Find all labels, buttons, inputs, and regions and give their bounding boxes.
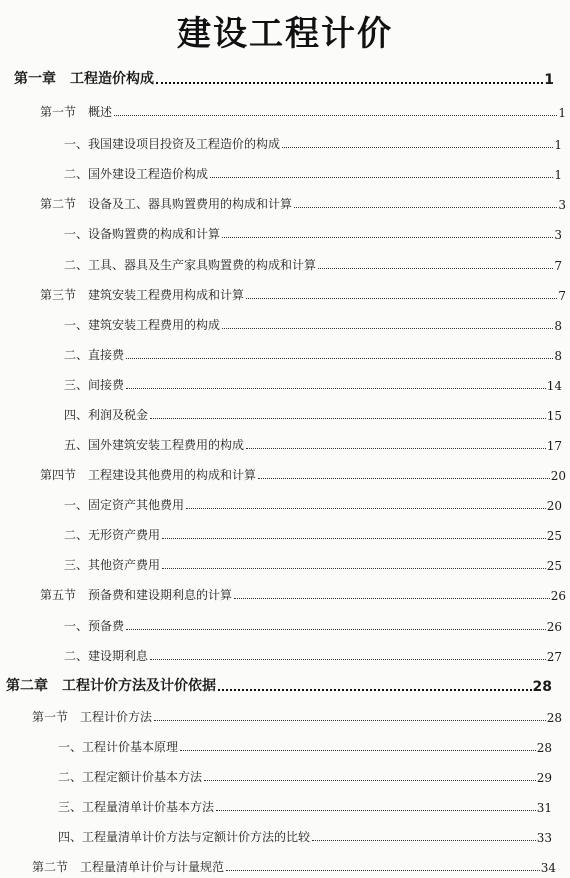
toc-entry-section[interactable] — [40, 283, 566, 303]
toc-label: 第二节 设备及工、器具购置费用的构成和计算 — [40, 197, 293, 211]
toc-page: 20 — [546, 499, 562, 513]
toc-label: 第二节 工程量清单计价与计量规范 — [32, 860, 225, 874]
leader-dots — [162, 567, 546, 569]
leader-dots — [312, 839, 536, 841]
toc-page: 3 — [554, 228, 562, 242]
toc-page: 28 — [546, 711, 562, 725]
toc-page: 1 — [554, 138, 562, 152]
toc-label: 二、无形资产费用 — [64, 528, 161, 542]
leader-dots — [282, 146, 553, 148]
toc-entry-item[interactable] — [64, 132, 562, 152]
toc-entry-item[interactable] — [64, 373, 562, 393]
leader-dots — [156, 81, 543, 84]
leader-dots — [126, 628, 546, 630]
leader-dots — [154, 719, 546, 721]
toc-label: 四、利润及税金 — [64, 408, 149, 422]
toc-entry-item[interactable] — [64, 253, 562, 273]
toc-page: 14 — [546, 379, 562, 393]
toc-page: 1 — [558, 106, 566, 120]
toc-label: 第三节 建筑安装工程费用构成和计算 — [40, 288, 245, 302]
toc-page: 20 — [550, 469, 566, 483]
toc-entry-item[interactable] — [64, 523, 562, 543]
toc-page: 17 — [546, 439, 562, 453]
leader-dots — [210, 176, 553, 178]
toc-label: 三、间接费 — [64, 378, 125, 392]
toc-label: 第一章 工程造价构成 — [14, 71, 154, 87]
toc-page: 27 — [546, 650, 562, 664]
toc-label: 二、工具、器具及生产家具购置费的构成和计算 — [64, 258, 317, 272]
toc-entry-item[interactable] — [64, 403, 562, 423]
leader-dots — [216, 809, 536, 811]
leader-dots — [246, 297, 557, 299]
toc-label: 一、预备费 — [64, 619, 125, 633]
leader-dots — [318, 267, 553, 269]
toc-page: 1 — [544, 72, 554, 88]
toc-entry-item[interactable] — [58, 735, 552, 755]
toc-page: 33 — [536, 831, 552, 845]
toc-label: 一、建筑安装工程费用的构成 — [64, 318, 221, 332]
toc-entry-section[interactable] — [40, 100, 566, 120]
toc-entry-item[interactable] — [64, 553, 562, 573]
toc-page: 7 — [558, 289, 566, 303]
leader-dots — [186, 507, 546, 509]
toc-entry-item[interactable] — [64, 644, 562, 664]
toc-entry-section[interactable] — [32, 705, 562, 725]
toc-label: 二、国外建设工程造价构成 — [64, 167, 209, 181]
toc-label: 二、工程定额计价基本方法 — [58, 770, 203, 784]
toc-label: 二、直接费 — [64, 348, 125, 362]
toc-entry-item[interactable] — [58, 795, 552, 815]
leader-dots — [114, 114, 557, 116]
toc-page: 34 — [540, 861, 556, 875]
toc-label: 一、设备购置费的构成和计算 — [64, 227, 221, 241]
toc-entry-section[interactable] — [40, 583, 566, 603]
leader-dots — [126, 387, 546, 389]
toc-page: 3 — [558, 198, 566, 212]
toc-page: 31 — [536, 801, 552, 815]
toc-label: 二、建设期利息 — [64, 649, 149, 663]
toc-page: 1 — [554, 168, 562, 182]
toc-page: 8 — [554, 319, 562, 333]
leader-dots — [226, 869, 540, 871]
leader-dots — [204, 779, 536, 781]
toc-entry-section[interactable] — [40, 463, 566, 483]
toc-page: 7 — [554, 259, 562, 273]
toc-label: 第五节 预备费和建设期利息的计算 — [40, 588, 233, 602]
toc-entry-item[interactable] — [64, 313, 562, 333]
toc-label: 五、国外建筑安装工程费用的构成 — [64, 438, 245, 452]
toc-page: 15 — [546, 409, 562, 423]
toc-page: 25 — [546, 529, 562, 543]
toc-page: 26 — [546, 620, 562, 634]
toc-label: 三、其他资产费用 — [64, 558, 161, 572]
leader-dots — [234, 597, 550, 599]
toc-entry-item[interactable] — [64, 433, 562, 453]
toc-entry-item[interactable] — [58, 765, 552, 785]
toc-page: 8 — [554, 349, 562, 363]
toc-entry-item[interactable] — [64, 614, 562, 634]
leader-dots — [126, 357, 553, 359]
toc-page: 28 — [536, 741, 552, 755]
toc-label: 一、我国建设项目投资及工程造价的构成 — [64, 137, 281, 151]
toc-entry-section[interactable] — [40, 192, 566, 212]
toc-label: 一、工程计价基本原理 — [58, 740, 179, 754]
toc-label: 四、工程量清单计价方法与定额计价方法的比较 — [58, 830, 311, 844]
toc-entry-section[interactable] — [32, 855, 556, 875]
toc-entry-item[interactable] — [64, 343, 562, 363]
toc-entry-item[interactable] — [64, 222, 562, 242]
toc-label: 第一节 概述 — [40, 105, 113, 119]
leader-dots — [222, 236, 553, 238]
toc-page: 26 — [550, 589, 566, 603]
toc-label: 第四节 工程建设其他费用的构成和计算 — [40, 468, 257, 482]
leader-dots — [246, 447, 546, 449]
toc-label: 第二章 工程计价方法及计价依据 — [6, 678, 216, 694]
toc-page: 25 — [546, 559, 562, 573]
toc-page: 28 — [532, 679, 552, 695]
toc-page: 29 — [536, 771, 552, 785]
toc-entry-item[interactable] — [64, 493, 562, 513]
toc-entry-item[interactable] — [64, 162, 562, 182]
leader-dots — [180, 749, 536, 751]
toc-entry-chapter-1[interactable] — [14, 68, 554, 88]
leader-dots — [162, 537, 546, 539]
toc-entry-chapter-2[interactable] — [6, 675, 552, 695]
leader-dots — [222, 327, 553, 329]
leader-dots — [218, 688, 532, 691]
toc-label: 三、工程量清单计价基本方法 — [58, 800, 215, 814]
leader-dots — [258, 477, 550, 479]
toc-entry-item[interactable] — [58, 825, 552, 845]
toc-label: 一、固定资产其他费用 — [64, 498, 185, 512]
leader-dots — [150, 417, 546, 419]
toc-label: 第一节 工程计价方法 — [32, 710, 153, 724]
leader-dots — [294, 206, 557, 208]
document-title: 建设工程计价 — [177, 14, 393, 54]
leader-dots — [150, 658, 546, 660]
